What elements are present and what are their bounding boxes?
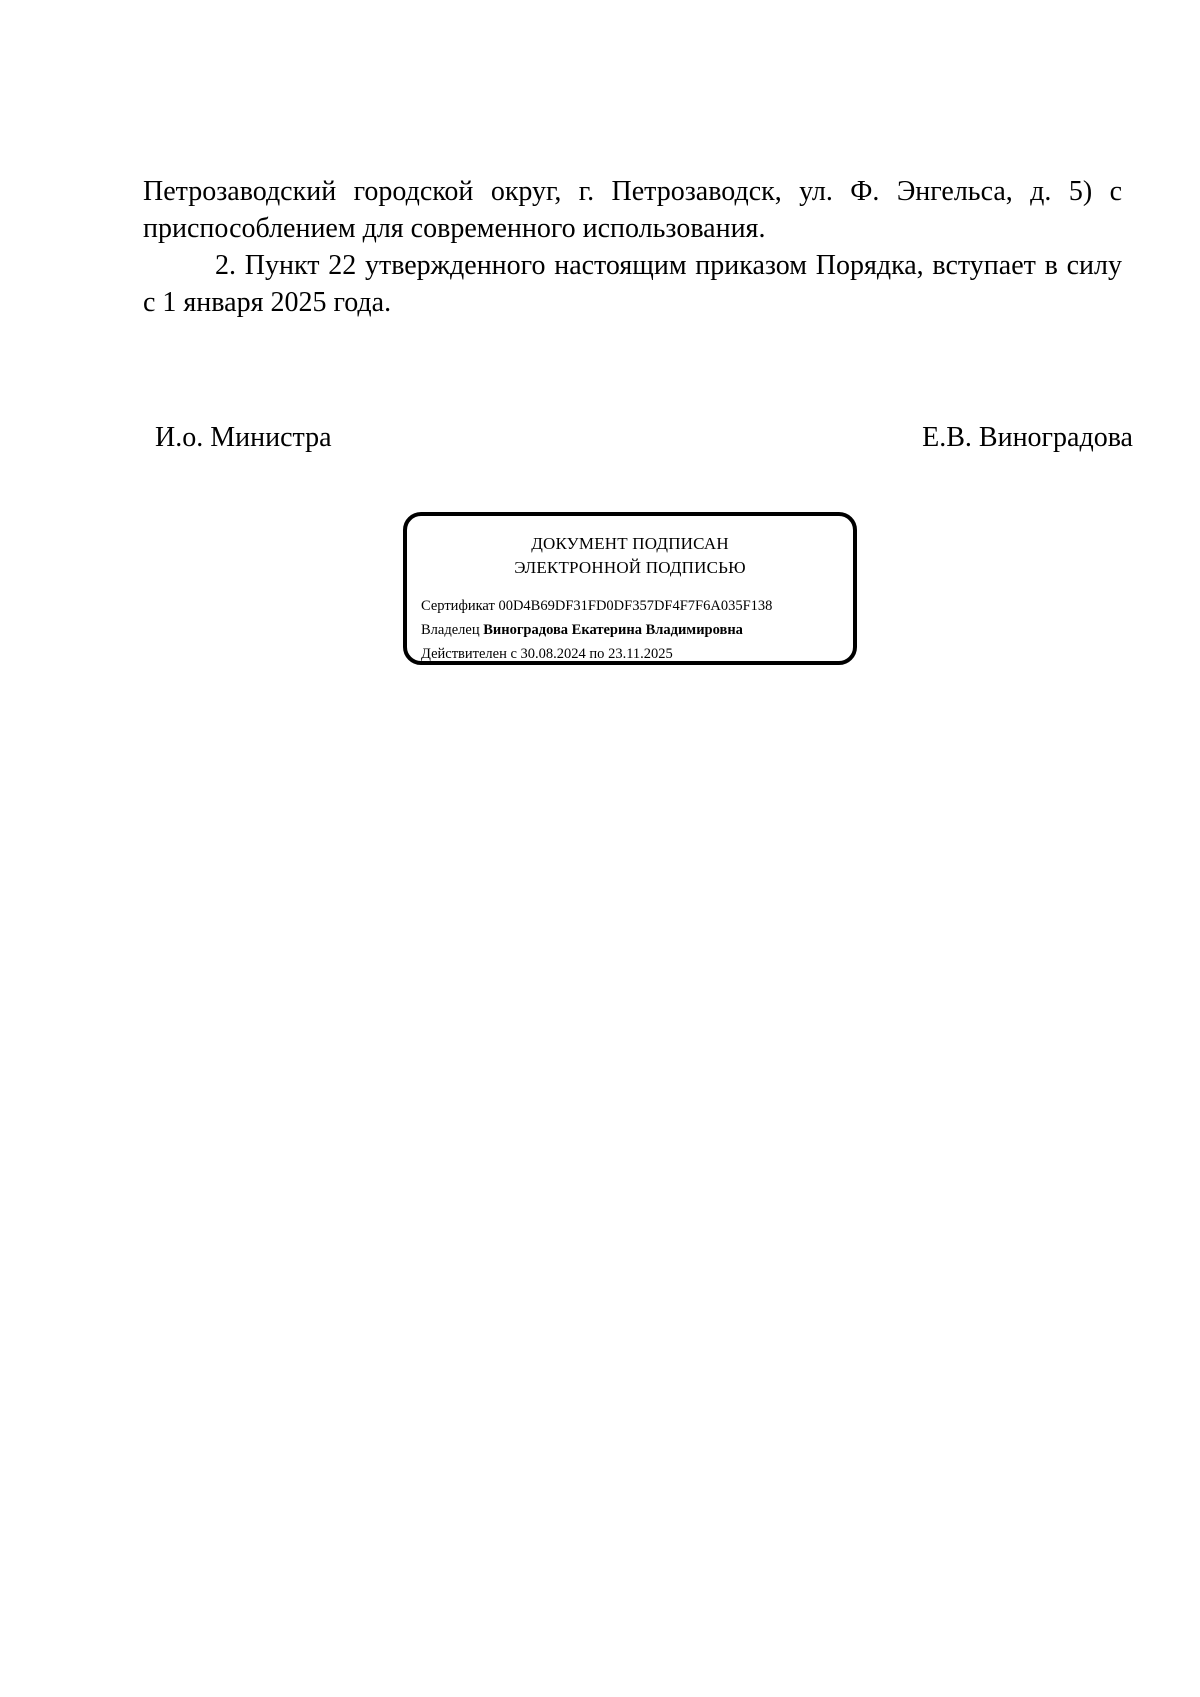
valid-from-date: 30.08.2024	[520, 646, 586, 662]
certificate-row	[421, 594, 772, 618]
paragraph-continuation: Петрозаводский городской округ, г. Петрозаводск, ул. Ф. Энгельса, д. 5) с приспособлением для современного использования.	[143, 176, 1122, 244]
owner-label: Владелец	[421, 622, 480, 638]
valid-label: Действителен	[421, 646, 507, 662]
signature-block	[155, 418, 1133, 458]
signer-title: И.о. Министра	[155, 422, 332, 453]
validity-row	[421, 642, 772, 666]
signer-name: Е.В. Виноградова	[922, 422, 1133, 453]
owner-value: Виноградова Екатерина Владимировна	[483, 622, 743, 638]
certificate-value: 00D4B69DF31FD0DF357DF4F7F6A035F138	[498, 598, 773, 614]
electronic-signature-stamp	[403, 512, 857, 665]
owner-row	[421, 618, 772, 642]
valid-to-date: 23.11.2025	[608, 646, 673, 662]
stamp-heading-line-2: ЭЛЕКТРОННОЙ ПОДПИСЬЮ	[514, 558, 746, 577]
valid-to-label: по	[589, 646, 605, 662]
certificate-label: Сертификат	[421, 598, 495, 614]
valid-from-label: с	[510, 646, 517, 662]
document-body	[143, 173, 1122, 321]
stamp-details	[421, 594, 772, 666]
paragraph-item-2: 2. Пункт 22 утвержденного настоящим приказом Порядка, вступает в силу с 1 января 2025 года.	[143, 250, 1122, 318]
stamp-heading-line-1: ДОКУМЕНТ ПОДПИСАН	[531, 534, 729, 553]
stamp-heading	[407, 532, 853, 580]
